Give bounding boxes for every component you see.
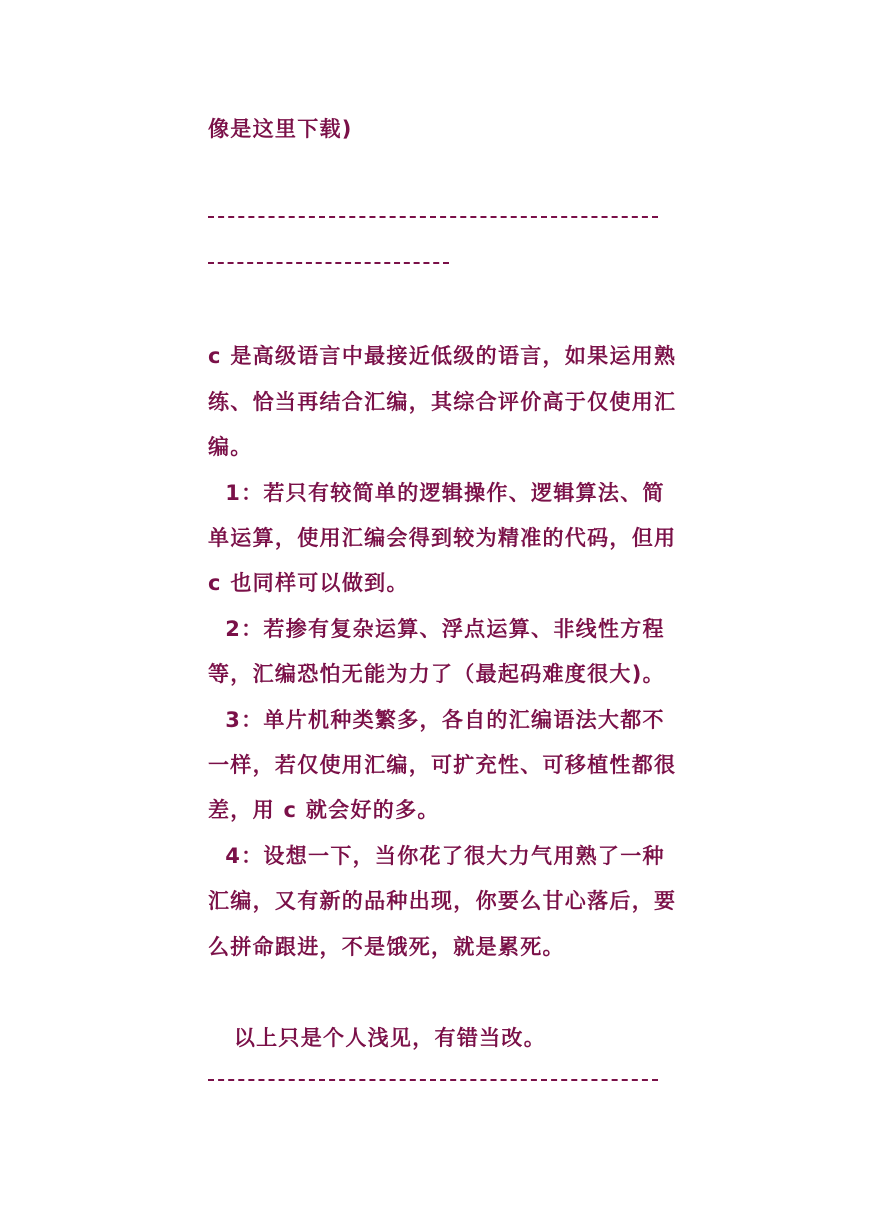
text-line: 汇编，又有新的品种出现，你要么甘心落后，要 [208,889,677,913]
text-line: 以上只是个人浅见，有错当改。 [208,1026,547,1050]
text-line: 3：单片机种类繁多，各自的汇编语法大都不 [208,708,665,732]
text-line: 差，用 c 就会好的多。 [208,798,440,822]
text-line: 编。 [208,435,253,459]
separator-rule [208,216,658,218]
text-line: 一样，若仅使用汇编，可扩充性、可移植性都很 [208,753,677,777]
text-line: 2：若掺有复杂运算、浮点运算、非线性方程 [208,617,665,641]
text-line: 像是这里下载) [208,117,353,141]
text-line: 练、恰当再结合汇编，其综合评价高于仅使用汇 [208,390,677,414]
text-line: 单运算，使用汇编会得到较为精准的代码，但用 [208,526,677,550]
separator-rule [208,262,449,264]
text-line: c 是高级语言中最接近低级的语言，如果运用熟 [208,344,677,368]
text-line: 等，汇编恐怕无能为力了（最起码难度很大)。 [208,662,665,686]
text-line: c 也同样可以做到。 [208,571,409,595]
text-line: 4：设想一下，当你花了很大力气用熟了一种 [208,844,665,868]
separator-rule [208,1079,658,1081]
text-line: 1：若只有较简单的逻辑操作、逻辑算法、简 [208,481,665,505]
text-line: 么拼命跟进，不是饿死，就是累死。 [208,935,565,959]
